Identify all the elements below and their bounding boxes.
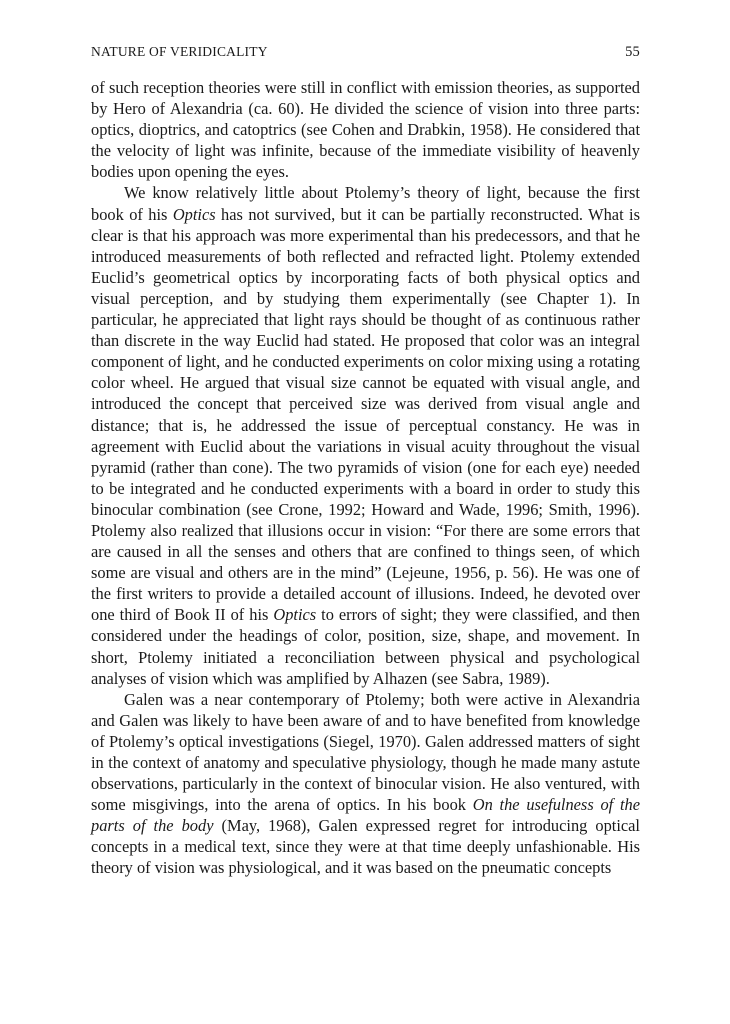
body-text — [91, 77, 640, 879]
paragraph-2-part-a: We know relatively little about Ptolemy’s theory of light, because the first book of his — [91, 183, 640, 224]
paragraph-1 — [91, 77, 640, 182]
running-head — [91, 44, 640, 61]
optics-title-1: Optics — [172, 204, 216, 224]
paragraph-3-part-b: (May, 1968), Galen expressed regret for introducing optical concepts in a medical text, since they were at that time deeply unfashionable. His theory of vision was physiological, and it was based on the pneumatic concepts — [91, 816, 640, 878]
paragraph-3 — [91, 689, 640, 879]
paragraph-2 — [91, 182, 640, 688]
paragraph-1-text: of such reception theories were still in conflict with emission theories, as supported by Hero of Alexandria (ca. 60). He divided the science of vision into three parts: optics, dioptrics, and catoptrics (see Cohen and Drabkin, 1958). He considered that the velocity of light was infinite, because of the immediate visibility of heavenly bodies upon opening the eyes. — [91, 78, 640, 182]
paragraph-2-part-c: to errors of sight; they were classified, and then considered under the headings of color, position, size, shape, and movement. In short, Ptolemy initiated a reconciliation between physical and psychological analyses of vision which was amplified by Alhazen (see Sabra, 1989). — [91, 605, 640, 688]
page-number: 55 — [625, 44, 640, 60]
paragraph-2-part-b: has not survived, but it can be partially reconstructed. What is clear is that his approach was more experimental than his predecessors, and that he introduced measurements of both reflected and refracted light. Ptolemy extended Euclid’s geometrical optics by incorporating facts of both physical optics and visual perception, and by studying them experimentally (see Chapter 1). In particular, he appreciated that light rays should be thought of as continuous rather than discrete in the way Euclid had stated. He proposed that color was an integral component of light, and he conducted experiments on color mixing using a rotating color wheel. He argued that visual size cannot be equated with visual angle, and introduced the concept that perceived size was derived from visual angle and distance; that is, he addressed the issue of perceptual constancy. He was in agreement with Euclid about the variations in visual acuity throughout the visual pyramid (rather than cone). The two pyramids of vision (one for each eye) needed to be integrated and he conducted experiments with a board in order to study this binocular combination (see Crone, 1992; Howard and Wade, 1996; Smith, 1996). Ptolemy also realized that illusions occur in vision: “For there are some errors that are caused in all the senses and others that are confined to things seen, of which some are visual and others are in the mind” (Lejeune, 1956, p. 56). He was one of the first writers to provide a detailed account of illusions. Indeed, he devoted over one third of Book II of his — [91, 204, 640, 625]
optics-title-2: Optics — [273, 605, 317, 625]
book-page — [91, 44, 640, 879]
running-title: NATURE OF VERIDICALITY — [91, 44, 268, 59]
book-title: On the usefulness of the parts of the body — [91, 795, 640, 836]
paragraph-3-part-a: Galen was a near contemporary of Ptolemy; both were active in Alexandria and Galen was likely to have been aware of and to have benefited from knowledge of Ptolemy’s optical investigations (Siegel, 1970). Galen addressed matters of sight in the context of anatomy and speculative physiology, though he made many astute observations, particularly in the context of binocular vision. He also ventured, with some misgivings, into the arena of optics. In his book — [91, 689, 640, 815]
